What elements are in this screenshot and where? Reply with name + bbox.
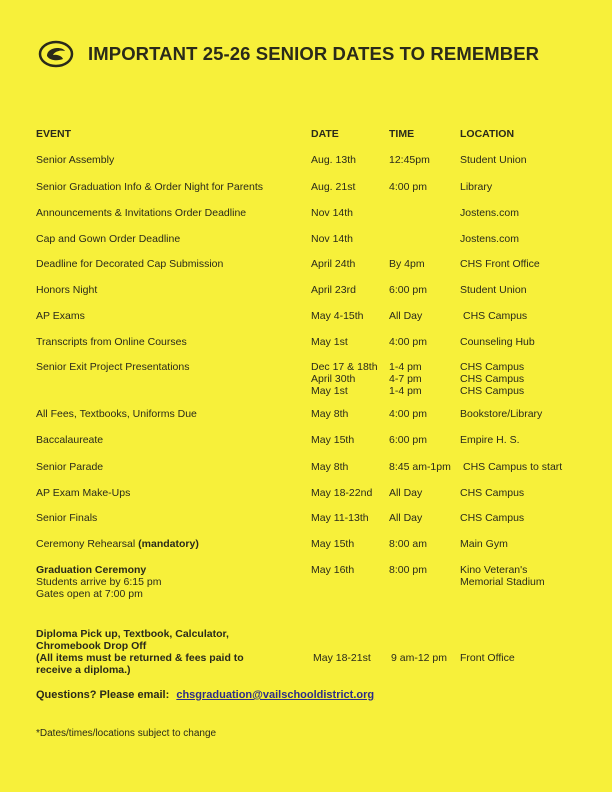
row-time: 6:00 pm [389,284,427,296]
row-time: 8:45 am-1pm [389,461,451,473]
row-event-line: Chromebook Drop Off [36,640,147,652]
row-date: May 15th [311,434,355,446]
row-date: May 15th [311,538,355,550]
questions-label: Questions? Please email: [36,689,170,701]
row-location: Empire H. S. [460,434,520,446]
row-date: May 1st [311,336,348,348]
row-event [36,628,244,676]
row-time: 12:45pm [389,154,430,166]
row-time: All Day [389,310,423,322]
row-event: Deadline for Decorated Cap Submission [36,258,224,270]
row-location: Jostens.com [460,233,519,245]
row-event: Announcements & Invitations Order Deadline [36,207,247,219]
row-event-detail: Students arrive by 6:15 pm [36,576,162,588]
row-event-text: Ceremony Rehearsal [36,538,136,550]
row-time: 4:00 pm [389,336,427,348]
row-time: By 4pm [389,258,425,270]
row-time [389,361,422,397]
row-event: Senior Exit Project Presentations [36,361,190,373]
row-date: May 8th [311,461,349,473]
row-time: 8:00 am [389,538,427,550]
row-date: May 16th [311,564,355,576]
row-location: Jostens.com [460,207,519,219]
row-time-line: 1-4 pm [389,361,422,373]
header-location: LOCATION [460,128,515,140]
row-location: Counseling Hub [460,336,535,348]
row-event: Cap and Gown Order Deadline [36,233,181,245]
row-time: All Day [389,487,423,499]
row-event: Transcripts from Online Courses [36,336,187,348]
row-location [460,361,524,397]
row-location [460,564,545,588]
row-time: 4:00 pm [389,181,427,193]
row-date: Aug. 13th [311,154,356,166]
header-event: EVENT [36,128,72,140]
row-event-line: (All items must be returned & fees paid to [36,652,244,664]
row-event: Senior Finals [36,512,98,524]
row-date: May 18-21st [313,652,371,664]
row-location: Library [460,181,493,193]
row-location: Front Office [460,652,515,664]
row-event: All Fees, Textbooks, Uniforms Due [36,408,197,420]
page-title: IMPORTANT 25-26 SENIOR DATES TO REMEMBER [88,43,540,64]
row-event: AP Exam Make-Ups [36,487,131,499]
row-event: Senior Assembly [36,154,115,166]
row-event-line: receive a diploma.) [36,664,131,676]
row-location: CHS Campus [463,310,528,322]
row-date: Nov 14th [311,207,354,219]
row-event: Senior Parade [36,461,104,473]
row-event: Baccalaureate [36,434,104,446]
row-date: May 4-15th [311,310,364,322]
row-event-detail: Gates open at 7:00 pm [36,588,143,600]
row-date: May 18-22nd [311,487,373,499]
row-time: All Day [389,512,423,524]
row-event-line: Diploma Pick up, Textbook, Calculator, [36,628,229,640]
row-event: Honors Night [36,284,98,296]
row-date: May 11-13th [311,512,369,524]
row-location-line: CHS Campus [460,385,525,397]
row-location: Student Union [460,154,527,166]
row-date: April 24th [311,258,356,270]
row-time-line: 4-7 pm [389,373,422,385]
row-time-line: 1-4 pm [389,385,422,397]
graduation-ceremony-title: Graduation Ceremony [36,564,147,576]
mandatory-label: (mandatory) [138,538,199,550]
row-date [311,361,378,397]
row-date-line: Dec 17 & 18th [311,361,378,373]
row-event: AP Exams [36,310,85,322]
contact-email-link[interactable]: chsgraduation@vailschooldistrict.org [176,689,375,701]
row-location: Student Union [460,284,527,296]
disclaimer-note: *Dates/times/locations subject to change [36,728,217,739]
row-date-line: May 1st [311,385,348,397]
row-date-line: April 30th [311,373,356,385]
row-date: Aug. 21st [311,181,356,193]
row-time: 4:00 pm [389,408,427,420]
row-event [36,564,161,600]
row-location: CHS Campus [460,487,525,499]
row-date: Nov 14th [311,233,354,245]
row-time: 9 am-12 pm [391,652,448,664]
questions-line [36,689,374,701]
mascot-logo-icon [38,40,74,68]
row-location-line: CHS Campus [460,361,525,373]
row-location-line: CHS Campus [460,373,525,385]
row-location: Main Gym [460,538,508,550]
row-event [36,538,199,550]
row-location: CHS Campus to start [463,461,563,473]
row-time: 6:00 pm [389,434,427,446]
row-date: May 8th [311,408,349,420]
header-date: DATE [311,128,339,140]
row-location-line: Memorial Stadium [460,576,545,588]
row-location-line: Kino Veteran's [460,564,528,576]
row-date: April 23rd [311,284,356,296]
row-location: CHS Campus [460,512,525,524]
row-location: CHS Front Office [460,258,540,270]
header-time: TIME [389,128,415,140]
row-time: 8:00 pm [389,564,427,576]
row-location: Bookstore/Library [460,408,543,420]
row-event: Senior Graduation Info & Order Night for Parents [36,181,264,193]
